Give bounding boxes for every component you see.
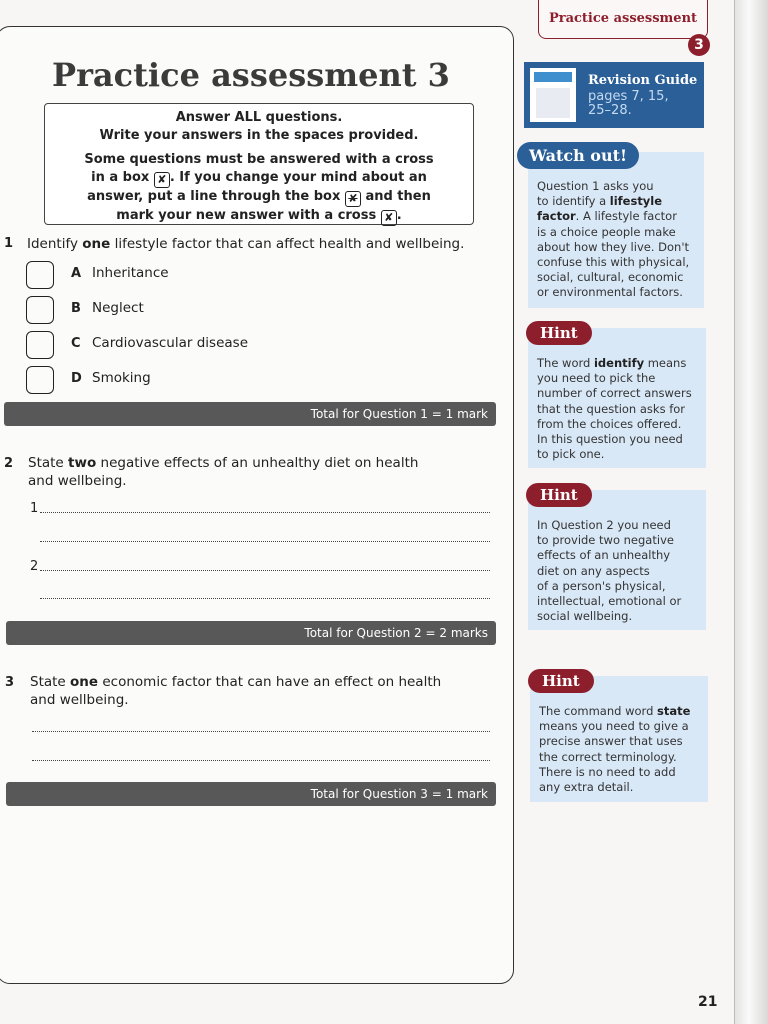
instructions-line-1: Answer ALL questions. xyxy=(175,110,343,125)
question-1-text: Identify one lifestyle factor that can affect health and wellbeing. xyxy=(27,236,465,252)
cross-box-icon: ✘ xyxy=(154,172,170,188)
option-text: Inheritance xyxy=(92,265,169,281)
watch-out-note: Question 1 asks you to identify a lifestyle factor. A lifestyle factor is a choice people make about how they live. Don't confuse this with physical, social, cultural, economic or environmental factors. xyxy=(528,152,704,308)
revision-guide-box xyxy=(524,62,704,128)
instructions-line-6a: mark your new answer with a cross xyxy=(116,208,377,223)
page-edge xyxy=(734,0,768,1024)
option-text: Cardiovascular disease xyxy=(92,335,249,351)
hint-badge: Hint xyxy=(528,669,594,693)
hint-badge: Hint xyxy=(526,321,592,345)
hint-note-2: In Question 2 you need to provide two negative effects of an unhealthy diet on any aspects of a person's physical, intellectual, emotional or social wellbeing. xyxy=(528,490,706,630)
hint-badge: Hint xyxy=(526,483,592,507)
instructions-line-4b: . If you change your mind about an xyxy=(169,170,427,185)
revision-guide-title: Revision Guide xyxy=(588,73,698,88)
question-1-number: 1 xyxy=(4,236,14,251)
answer-line[interactable] xyxy=(32,760,490,761)
option-text: Neglect xyxy=(92,300,144,316)
option-letter: B xyxy=(71,301,81,316)
answer-checkbox[interactable] xyxy=(26,261,54,289)
answer-line[interactable] xyxy=(40,570,490,571)
instructions-line-4a: in a box xyxy=(91,170,150,185)
watch-out-badge: Watch out! xyxy=(517,142,639,169)
answer-line[interactable] xyxy=(40,598,490,599)
option-text: Smoking xyxy=(92,370,151,386)
cross-box-icon: ✘ xyxy=(381,210,397,226)
answer-checkbox[interactable] xyxy=(26,331,54,359)
header-tab xyxy=(538,0,708,39)
instructions-line-3: Some questions must be answered with a cross xyxy=(84,152,434,167)
answer-line[interactable] xyxy=(32,731,490,732)
hint-note-1: The word identify means you need to pick the number of correct answers that the question asks for from the choices offered. In this question you need to pick one. xyxy=(528,328,706,468)
question-3-number: 3 xyxy=(5,675,15,690)
instructions-line-2: Write your answers in the spaces provided. xyxy=(99,128,419,143)
answer-line[interactable] xyxy=(40,512,490,513)
answer-label-1: 1 xyxy=(30,501,39,516)
question-3-total: Total for Question 3 = 1 mark xyxy=(6,782,496,806)
option-letter: C xyxy=(71,336,81,351)
question-2-text: State two negative effects of an unhealthy diet on health and wellbeing. xyxy=(28,455,419,489)
revision-guide-pages: pages 7, 15, 25–28. xyxy=(588,89,669,118)
instructions-line-5 xyxy=(45,188,473,207)
page-number: 21 xyxy=(698,994,718,1010)
instructions-line-6 xyxy=(45,207,473,226)
instructions-box xyxy=(44,103,474,225)
instructions-line-5a: answer, put a line through the box xyxy=(87,189,341,204)
instructions-line-6b: . xyxy=(396,208,402,223)
page-title: Practice assessment 3 xyxy=(52,56,450,94)
answer-label-2: 2 xyxy=(30,559,39,574)
instructions-line-4 xyxy=(45,169,473,188)
question-1-total: Total for Question 1 = 1 mark xyxy=(4,402,496,426)
answer-checkbox[interactable] xyxy=(26,296,54,324)
hint-note-3: The command word state means you need to give a precise answer that uses the correct terminology. There is no need to add any extra detail. xyxy=(530,676,708,802)
question-2-number: 2 xyxy=(4,456,14,471)
answer-line[interactable] xyxy=(40,541,490,542)
header-tab-label: Practice assessment xyxy=(548,11,698,26)
question-2-total: Total for Question 2 = 2 marks xyxy=(6,621,496,645)
option-letter: A xyxy=(71,266,82,281)
answer-checkbox[interactable] xyxy=(26,366,54,394)
option-letter: D xyxy=(71,371,82,386)
struck-cross-box-icon: ✘ xyxy=(345,191,361,207)
revision-guide-book-icon xyxy=(530,68,576,122)
question-3-text: State one economic factor that can have an effect on health and wellbeing. xyxy=(30,674,442,708)
header-tab-number: 3 xyxy=(688,34,710,56)
instructions-line-5b: and then xyxy=(365,189,431,204)
